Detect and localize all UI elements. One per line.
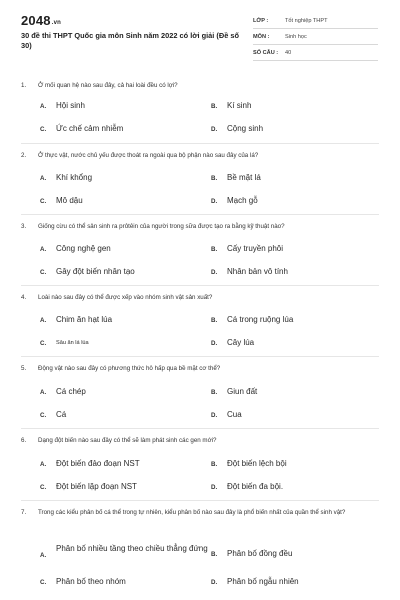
option-d[interactable] bbox=[211, 267, 288, 277]
option-c[interactable] bbox=[40, 124, 123, 134]
option-letter: C. bbox=[40, 198, 47, 205]
meta-key: SỐ CÂU : bbox=[253, 49, 279, 56]
option-text: Đột biến đảo đoạn NST bbox=[56, 459, 140, 468]
option-c[interactable] bbox=[40, 338, 89, 348]
option-text: Giun đất bbox=[227, 387, 258, 396]
option-a[interactable] bbox=[40, 101, 85, 111]
option-letter: D. bbox=[211, 269, 218, 276]
divider bbox=[21, 428, 379, 429]
option-b[interactable] bbox=[211, 101, 251, 111]
option-a[interactable] bbox=[40, 544, 210, 559]
option-letter: A. bbox=[40, 103, 47, 110]
question-number: 6. bbox=[21, 437, 27, 444]
option-b[interactable] bbox=[211, 459, 287, 469]
option-d[interactable] bbox=[211, 124, 263, 134]
question-3 bbox=[21, 222, 381, 231]
exam-meta-table bbox=[253, 13, 378, 61]
option-text: Cá chép bbox=[56, 387, 86, 396]
question-text: Ở thực vật, nước chủ yếu được thoát ra ngoài qua bộ phận nào sau đây của lá? bbox=[38, 152, 259, 159]
option-letter: D. bbox=[211, 412, 218, 419]
meta-key: LỚP : bbox=[253, 17, 269, 24]
option-d[interactable] bbox=[211, 410, 242, 420]
option-letter: B. bbox=[211, 461, 218, 468]
option-text: Nhân bản vô tính bbox=[227, 267, 288, 276]
option-text: Cá trong ruộng lúa bbox=[227, 315, 294, 324]
option-d[interactable] bbox=[211, 338, 254, 348]
question-number: 3. bbox=[21, 223, 27, 230]
option-text: Chim ăn hạt lúa bbox=[56, 315, 113, 324]
option-a[interactable] bbox=[40, 459, 140, 469]
option-letter: A. bbox=[40, 552, 47, 559]
option-b[interactable] bbox=[211, 387, 257, 397]
divider bbox=[21, 285, 379, 286]
option-letter: C. bbox=[40, 269, 47, 276]
divider bbox=[21, 143, 379, 144]
option-a[interactable] bbox=[40, 244, 111, 254]
question-number: 4. bbox=[21, 294, 27, 301]
option-text: Phân bố theo nhóm bbox=[56, 577, 126, 586]
meta-row-subject bbox=[253, 29, 378, 45]
option-letter: D. bbox=[211, 126, 218, 133]
option-c[interactable] bbox=[40, 410, 66, 420]
option-text: Kí sinh bbox=[227, 101, 252, 110]
option-letter: C. bbox=[40, 579, 47, 586]
option-letter: B. bbox=[211, 551, 218, 558]
option-text: Gây đột biến nhân tạo bbox=[56, 267, 135, 276]
option-letter: B. bbox=[211, 175, 218, 182]
option-letter: D. bbox=[211, 198, 218, 205]
divider bbox=[21, 500, 379, 501]
logo-main: 2048 bbox=[21, 13, 51, 28]
option-text: Cấy truyền phôi bbox=[227, 244, 284, 253]
question-6 bbox=[21, 436, 381, 445]
question-4 bbox=[21, 293, 381, 302]
divider bbox=[21, 356, 379, 357]
logo-sub: .vn bbox=[51, 20, 62, 26]
option-letter: C. bbox=[40, 412, 47, 419]
question-2 bbox=[21, 151, 381, 160]
option-c[interactable] bbox=[40, 577, 126, 587]
site-logo[interactable] bbox=[21, 13, 61, 28]
option-text: Ức chế cảm nhiễm bbox=[56, 124, 124, 133]
meta-value: 40 bbox=[285, 49, 292, 56]
meta-row-count bbox=[253, 45, 378, 61]
option-text: Đột biến lặp đoạn NST bbox=[56, 482, 137, 491]
question-text: Dạng đột biến nào sau đây có thể sẽ làm phát sinh các gen mới? bbox=[38, 437, 217, 444]
question-text: Loài nào sau đây có thể được xếp vào nhóm sinh vật sản xuất? bbox=[38, 294, 213, 301]
option-text: Hội sinh bbox=[56, 101, 85, 110]
question-text: Động vật nào sau đây có phương thức hô hấp qua bề mặt cơ thể? bbox=[38, 365, 221, 372]
option-b[interactable] bbox=[211, 549, 292, 559]
option-c[interactable] bbox=[40, 267, 135, 277]
option-text: Đột biến đa bội. bbox=[227, 482, 284, 491]
option-letter: B. bbox=[211, 103, 218, 110]
option-text: Phân bố nhiều tầng theo chiều thẳng đứng bbox=[56, 544, 208, 553]
option-d[interactable] bbox=[211, 577, 299, 587]
question-5 bbox=[21, 364, 381, 373]
option-letter: A. bbox=[40, 317, 47, 324]
option-a[interactable] bbox=[40, 173, 92, 183]
question-number: 1. bbox=[21, 82, 27, 89]
option-letter: B. bbox=[211, 246, 218, 253]
option-text: Cua bbox=[227, 410, 242, 419]
option-text: Cá bbox=[56, 410, 67, 419]
exam-header bbox=[0, 0, 400, 72]
option-c[interactable] bbox=[40, 482, 137, 492]
option-text: Bề mặt lá bbox=[227, 173, 261, 182]
option-text: Đột biến lệch bội bbox=[227, 459, 287, 468]
question-text: Trong các kiểu phân bố cá thể trong tự nhiên, kiểu phân bố nào sau đây là phổ biến nhất của quần thể sinh vật? bbox=[38, 509, 346, 516]
option-letter: B. bbox=[211, 389, 218, 396]
option-letter: C. bbox=[40, 484, 47, 491]
option-b[interactable] bbox=[211, 315, 293, 325]
page-title: 30 đề thi THPT Quốc gia môn Sinh năm 2022 có lời giải (Đề số 30) bbox=[21, 31, 239, 50]
option-text: Khí khổng bbox=[56, 173, 93, 182]
option-a[interactable] bbox=[40, 315, 112, 325]
meta-value: Tốt nghiệp THPT bbox=[285, 17, 328, 24]
question-1 bbox=[21, 81, 381, 90]
option-d[interactable] bbox=[211, 196, 258, 206]
option-text: Phân bố ngẫu nhiên bbox=[227, 577, 299, 586]
option-c[interactable] bbox=[40, 196, 83, 206]
option-letter: B. bbox=[211, 317, 218, 324]
option-letter: C. bbox=[40, 126, 47, 133]
question-number: 2. bbox=[21, 152, 27, 159]
option-letter: A. bbox=[40, 389, 47, 396]
option-text: Sâu ăn lá lúa bbox=[56, 340, 89, 346]
option-text: Mạch gỗ bbox=[227, 196, 258, 205]
question-7 bbox=[21, 508, 381, 517]
question-number: 7. bbox=[21, 509, 27, 516]
option-text: Phân bố đồng đều bbox=[227, 549, 293, 558]
option-b[interactable] bbox=[211, 244, 283, 254]
option-a[interactable] bbox=[40, 387, 86, 397]
option-letter: C. bbox=[40, 340, 47, 347]
option-letter: A. bbox=[40, 175, 47, 182]
option-letter: D. bbox=[211, 579, 218, 586]
meta-key: MÔN : bbox=[253, 33, 270, 40]
question-text: Ở mối quan hệ nào sau đây, cả hai loài đều có lợi? bbox=[38, 82, 178, 89]
option-text: Cây lúa bbox=[227, 338, 255, 347]
question-text: Giống cừu có thể sản sinh ra prôtêin của người trong sữa được tạo ra bằng kỹ thuật nào? bbox=[38, 223, 285, 230]
option-letter: D. bbox=[211, 484, 218, 491]
divider bbox=[21, 214, 379, 215]
option-text: Mô dậu bbox=[56, 196, 83, 205]
option-d[interactable] bbox=[211, 482, 283, 492]
option-letter: A. bbox=[40, 461, 47, 468]
option-text: Cộng sinh bbox=[227, 124, 264, 133]
option-letter: A. bbox=[40, 246, 47, 253]
option-b[interactable] bbox=[211, 173, 261, 183]
option-text: Công nghệ gen bbox=[56, 244, 111, 253]
meta-row-grade bbox=[253, 13, 378, 29]
question-number: 5. bbox=[21, 365, 27, 372]
option-letter: D. bbox=[211, 340, 218, 347]
meta-value: Sinh học bbox=[285, 33, 307, 40]
